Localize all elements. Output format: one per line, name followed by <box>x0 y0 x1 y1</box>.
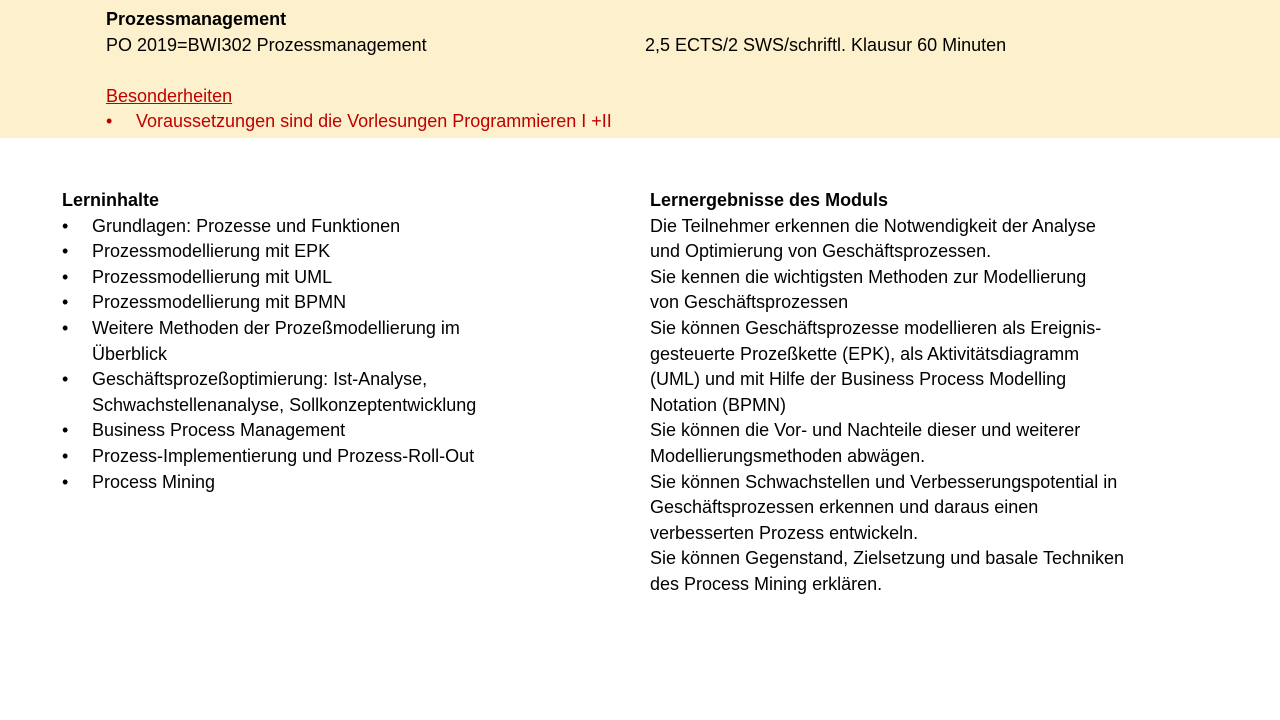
outcome-text-line: Modellierungsmethoden abwägen. <box>650 445 926 466</box>
list-item-text: Geschäftsprozeßoptimierung: Ist-Analyse, Schwachstellenanalyse, Sollkonzeptentwicklung <box>92 369 477 415</box>
list-item-text: Weitere Methoden der Prozeßmodellierung im Überblick <box>92 317 460 364</box>
list-item <box>62 214 532 240</box>
bullet-icon: • <box>62 369 69 390</box>
list-item-text: Business Process Management <box>92 420 346 441</box>
outcome-text-line: Notation (BPMN) <box>650 394 787 415</box>
bullet-icon: • <box>62 420 69 441</box>
list-item <box>62 418 532 444</box>
list-item-text: Prozess-Implementierung und Prozess-Roll-Out <box>92 445 475 466</box>
exam-regulation-line: PO 2019=BWI302 Prozessmanagement <box>106 35 427 55</box>
learning-content-list <box>62 214 532 496</box>
outcome-text-line: und Optimierung von Geschäftsprozessen. <box>650 241 992 262</box>
outcome-text-line: Sie kennen die wichtigsten Methoden zur Modellierung <box>650 266 1087 287</box>
outcome-text-line: Sie können Schwachstellen und Verbesserungspotential in <box>650 471 1118 492</box>
outcome-text-line: Die Teilnehmer erkennen die Notwendigkeit der Analyse <box>650 215 1096 236</box>
special-notes-item-text: Voraussetzungen sind die Vorlesungen Programmieren I +II <box>136 111 612 131</box>
list-item <box>62 290 532 316</box>
bullet-icon: • <box>106 111 113 131</box>
list-item <box>62 239 532 265</box>
list-item <box>62 367 532 418</box>
special-notes-heading: Besonderheiten <box>106 86 233 106</box>
bullet-icon: • <box>62 471 69 492</box>
bullet-icon: • <box>62 292 69 313</box>
list-item <box>62 316 532 367</box>
list-item-text: Prozessmodellierung mit EPK <box>92 241 331 262</box>
list-item <box>62 470 532 496</box>
learning-outcomes-column <box>650 188 1170 598</box>
module-title: Prozessmanagement <box>106 9 287 29</box>
list-item-text: Prozessmodellierung mit UML <box>92 266 333 287</box>
learning-content-column <box>62 188 532 495</box>
outcome-text-line: Sie können Gegenstand, Zielsetzung und basale Techniken <box>650 548 1125 569</box>
bullet-icon: • <box>62 215 69 236</box>
outcome-text-line: gesteuerte Prozeßkette (EPK), als Aktivitätsdiagramm <box>650 343 1080 364</box>
learning-outcomes-heading: Lernergebnisse des Moduls <box>650 190 889 210</box>
special-notes-list <box>106 110 612 132</box>
bullet-icon: • <box>62 445 69 466</box>
list-item <box>62 444 532 470</box>
ects-info: 2,5 ECTS/2 SWS/schriftl. Klausur 60 Minuten <box>645 35 1007 55</box>
list-item-text: Process Mining <box>92 471 216 492</box>
outcome-text-line: des Process Mining erklären. <box>650 573 883 594</box>
outcome-text-line: Sie können die Vor- und Nachteile dieser und weiterer <box>650 420 1081 441</box>
list-item-text: Grundlagen: Prozesse und Funktionen <box>92 215 401 236</box>
outcome-text-line: von Geschäftsprozessen <box>650 292 849 313</box>
outcome-text-line: Sie können Geschäftsprozesse modellieren als Ereignis- <box>650 317 1102 338</box>
list-item-text: Prozessmodellierung mit BPMN <box>92 292 347 313</box>
bullet-icon: • <box>62 241 69 262</box>
outcome-text-line: (UML) und mit Hilfe der Business Process Modelling <box>650 369 1067 390</box>
bullet-icon: • <box>62 317 69 338</box>
outcome-text-line: verbesserten Prozess entwickeln. <box>650 522 919 543</box>
outcome-text-line: Geschäftsprozessen erkennen und daraus einen <box>650 497 1039 518</box>
learning-content-heading: Lerninhalte <box>62 190 160 210</box>
special-notes-item <box>106 110 612 132</box>
list-item <box>62 265 532 291</box>
bullet-icon: • <box>62 266 69 287</box>
